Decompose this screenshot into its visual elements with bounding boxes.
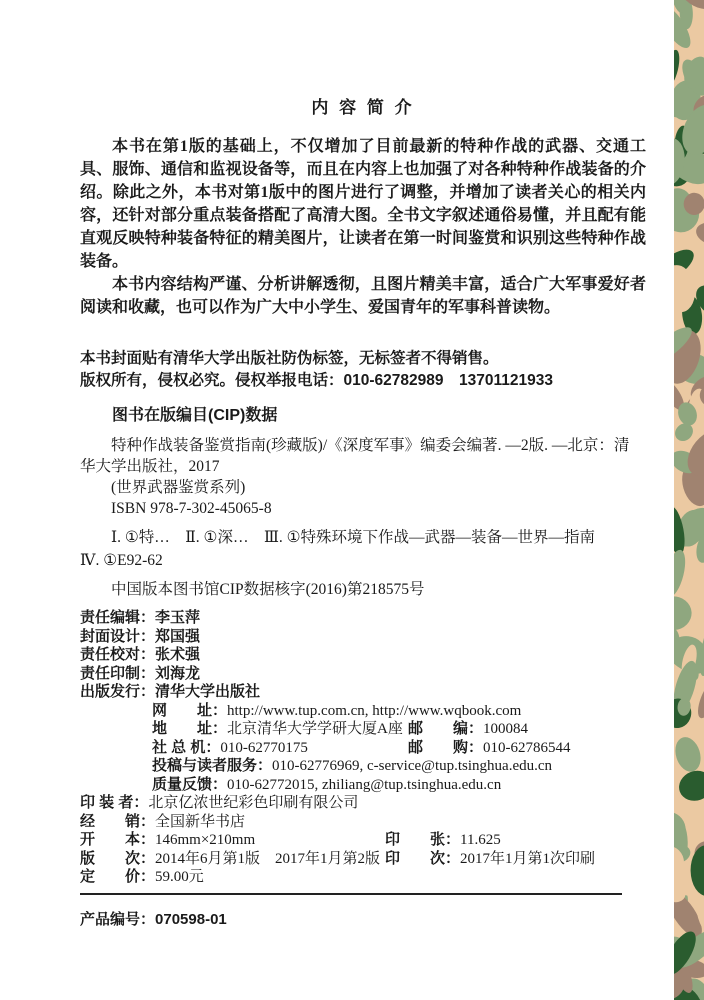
row-value: 2017年1月第1次印刷 (460, 850, 596, 867)
row-label: 印 次： (385, 849, 461, 867)
row-label: 印 装 者： (80, 794, 149, 811)
notice-line: 本书封面贴有清华大学出版社防伪标签，无标签者不得销售。 (80, 350, 499, 367)
cip-series: (世界武器鉴赏系列) (111, 479, 246, 496)
row-value: 010-62770175 (220, 739, 308, 756)
row-value: http://www.tup.com.cn, http://www.wqbook.com (227, 702, 522, 719)
row-label: 责任印制： (80, 664, 156, 682)
row-value: 全国新华书店 (155, 813, 246, 830)
row-label: 经 销： (80, 812, 156, 830)
row-value: 11.625 (460, 832, 501, 848)
colophon-row (152, 739, 646, 758)
colophon-row (80, 609, 646, 628)
row-label: 定 价： (80, 868, 156, 885)
row-label: 邮 购： (408, 738, 484, 756)
row-label: 责任编辑： (80, 609, 156, 626)
cip-header: 图书在版编目(CIP)数据 (112, 407, 278, 424)
colophon-row (80, 646, 646, 665)
colophon-row (80, 868, 646, 887)
row-label: 开 本： (80, 831, 156, 848)
cip-record-number: 中国版本图书馆CIP数据核字(2016)第218575号 (111, 581, 425, 598)
colophon-row (152, 702, 646, 721)
row-value: 100084 (483, 721, 529, 737)
row-label: 印 张： (385, 831, 461, 848)
colophon-row (80, 831, 646, 850)
notice-line: 版权所有，侵权必究。侵权举报电话：010-62782989 13701121933 (80, 372, 553, 389)
divider-line (80, 893, 622, 895)
page-content (80, 0, 646, 929)
camouflage-border (674, 0, 704, 1000)
row-value: 北京清华大学学研大厦A座 (227, 721, 403, 737)
row-value: 010-62772015, zhiliang@tup.tsinghua.edu.cn (227, 776, 502, 793)
row-label: 质量反馈： (152, 775, 228, 793)
colophon-row (152, 776, 646, 795)
row-label: 地 址： (152, 720, 228, 737)
content-summary (80, 135, 646, 319)
row-label: 责任校对： (80, 646, 156, 663)
row-value: 010-62776969, c-service@tup.tsinghua.edu.cn (272, 758, 553, 774)
summary-paragraph: 本书内容结构严谨、分析讲解透彻，且图片精美丰富，适合广大军事爱好者阅读和收藏，也可以作为广大中小学生、爱国青年的军事科普读物。 (80, 276, 646, 316)
product-code-value: 070598-01 (155, 910, 227, 928)
row-label: 版 次： (80, 849, 156, 867)
product-code (80, 908, 646, 929)
row-value: 146mm×210mm (155, 832, 256, 848)
row-value: 北京亿浓世纪彩色印刷有限公司 (148, 795, 359, 811)
row-label: 投稿与读者服务： (152, 757, 273, 774)
cip-entry (80, 435, 646, 477)
row-value: 刘海龙 (155, 664, 201, 682)
cip-class-line: Ⅰ. ①特… Ⅱ. ①深… Ⅲ. ①特殊环境下作战—武器—装备—世界—指南 (111, 529, 596, 546)
colophon-row (80, 794, 646, 813)
colophon-row (80, 850, 646, 869)
row-label: 社 总 机： (152, 738, 221, 756)
colophon-row (80, 628, 646, 647)
colophon-row (80, 683, 646, 702)
product-code-label: 产品编号： (80, 910, 156, 928)
cip-class-line: Ⅳ. ①E92-62 (80, 552, 163, 569)
row-value: 2014年6月第1版 2017年1月第2版 (155, 850, 381, 867)
row-value: 李玉萍 (155, 609, 201, 626)
row-value: 张术强 (155, 646, 201, 663)
row-label: 封面设计： (80, 627, 156, 645)
colophon (80, 609, 646, 887)
colophon-row (152, 757, 646, 776)
colophon-row (80, 813, 646, 832)
summary-paragraph: 本书在第1版的基础上，不仅增加了目前最新的特种作战的武器、交通工具、服饰、通信和监视设备等，而且在内容上也加强了对各种特种作战装备的介绍。除此之外，本书对第1版中的图片进行了调整，并增加了读者关心的相关内容，还针对部分重点装备搭配了高清大图。全书文字叙述通俗易懂，并且配有能直观反映特种装备特征的精美图片，让读者在第一时间鉴赏和识别这些特种作战装备。 (80, 138, 646, 270)
row-value: 清华大学出版社 (155, 683, 261, 700)
row-value: 010-62786544 (483, 739, 571, 756)
cip-entry-line: 华大学出版社，2017 (80, 458, 220, 475)
content-summary-title: 内 容 简 介 (311, 98, 415, 117)
cip-classification (80, 526, 646, 572)
row-label: 网 址： (152, 701, 228, 719)
cip-entry-line: 特种作战装备鉴赏指南(珍藏版)/《深度军事》编委会编著. —2版. —北京：清 (111, 437, 630, 454)
row-value: 59.00元 (155, 869, 204, 885)
row-value: 郑国强 (155, 627, 201, 645)
cip-isbn: ISBN 978-7-302-45065-8 (111, 500, 272, 517)
row-label: 邮 编： (408, 720, 484, 737)
row-label: 出版发行： (80, 683, 156, 700)
colophon-row (152, 720, 646, 739)
colophon-row (80, 665, 646, 684)
anti-piracy-notice (80, 348, 646, 392)
